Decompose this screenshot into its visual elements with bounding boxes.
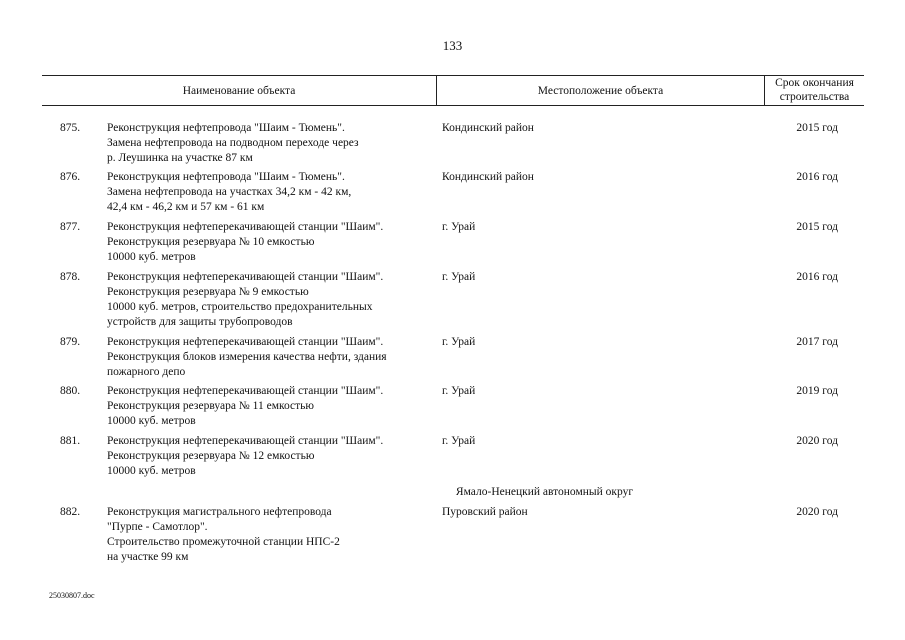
row-name: Реконструкция магистрального нефтепровода "Пурпе - Самотлор". Строительство промежуточной станции НПС-2 на участке 99 км <box>107 506 340 563</box>
row-name: Реконструкция нефтепровода "Шаим - Тюмень". Замена нефтепровода на подводном переходе через р. Леушинка на участке 87 км <box>107 122 359 164</box>
header-location: Местоположение объекта <box>537 85 664 97</box>
row-location: г. Урай <box>442 385 476 397</box>
row-year: 2016 год <box>796 171 838 183</box>
row-name: Реконструкция нефтеперекачивающей станции "Шаим". Реконструкция блоков измерения качества нефти, здания пожарного депо <box>107 336 387 378</box>
row-year: 2015 год <box>796 122 838 134</box>
row-name: Реконструкция нефтеперекачивающей станции "Шаим". Реконструкция резервуара № 9 емкостью 10000 куб. метров, строительство предохранительных устройств для защиты трубопроводов <box>107 271 384 328</box>
footer-filename: 25030807.doc <box>49 591 95 600</box>
row-year: 2020 год <box>796 506 838 518</box>
row-number: 877. <box>60 221 81 233</box>
section-heading: Ямало-Ненецкий автономный округ <box>455 486 634 498</box>
row-name: Реконструкция нефтеперекачивающей станции "Шаим". Реконструкция резервуара № 12 емкостью 10000 куб. метров <box>107 435 384 477</box>
row-year: 2020 год <box>796 435 838 447</box>
row-number: 880. <box>60 385 81 397</box>
row-location: Кондинский район <box>442 122 534 134</box>
row-name: Реконструкция нефтепровода "Шаим - Тюмень". Замена нефтепровода на участках 34,2 км - 42 км, 42,4 км - 46,2 км и 57 км - 61 км <box>107 171 352 213</box>
row-number: 878. <box>60 271 81 283</box>
header-deadline-line1: Срок окончания <box>775 77 854 89</box>
header-deadline <box>765 76 864 104</box>
row-year: 2016 год <box>796 271 838 283</box>
header-name: Наименование объекта <box>182 85 296 97</box>
row-year: 2019 год <box>796 385 838 397</box>
row-year: 2015 год <box>796 221 838 233</box>
row-year: 2017 год <box>796 336 838 348</box>
row-number: 879. <box>60 336 81 348</box>
page-number: 133 <box>442 38 463 53</box>
row-name: Реконструкция нефтеперекачивающей станции "Шаим". Реконструкция резервуара № 11 емкостью 10000 куб. метров <box>107 385 384 427</box>
row-location: Пуровский район <box>442 506 528 518</box>
row-location: г. Урай <box>442 221 476 233</box>
row-number: 882. <box>60 506 81 518</box>
row-name: Реконструкция нефтеперекачивающей станции "Шаим". Реконструкция резервуара № 10 емкостью 10000 куб. метров <box>107 221 384 263</box>
row-location: г. Урай <box>442 271 476 283</box>
header-deadline-line2: строительства <box>779 91 850 103</box>
row-location: г. Урай <box>442 336 476 348</box>
row-location: Кондинский район <box>442 171 534 183</box>
row-number: 875. <box>60 122 81 134</box>
table-header-bottom-rule <box>42 105 864 106</box>
table-top-rule <box>42 75 864 76</box>
row-number: 876. <box>60 171 81 183</box>
row-location: г. Урай <box>442 435 476 447</box>
row-number: 881. <box>60 435 81 447</box>
